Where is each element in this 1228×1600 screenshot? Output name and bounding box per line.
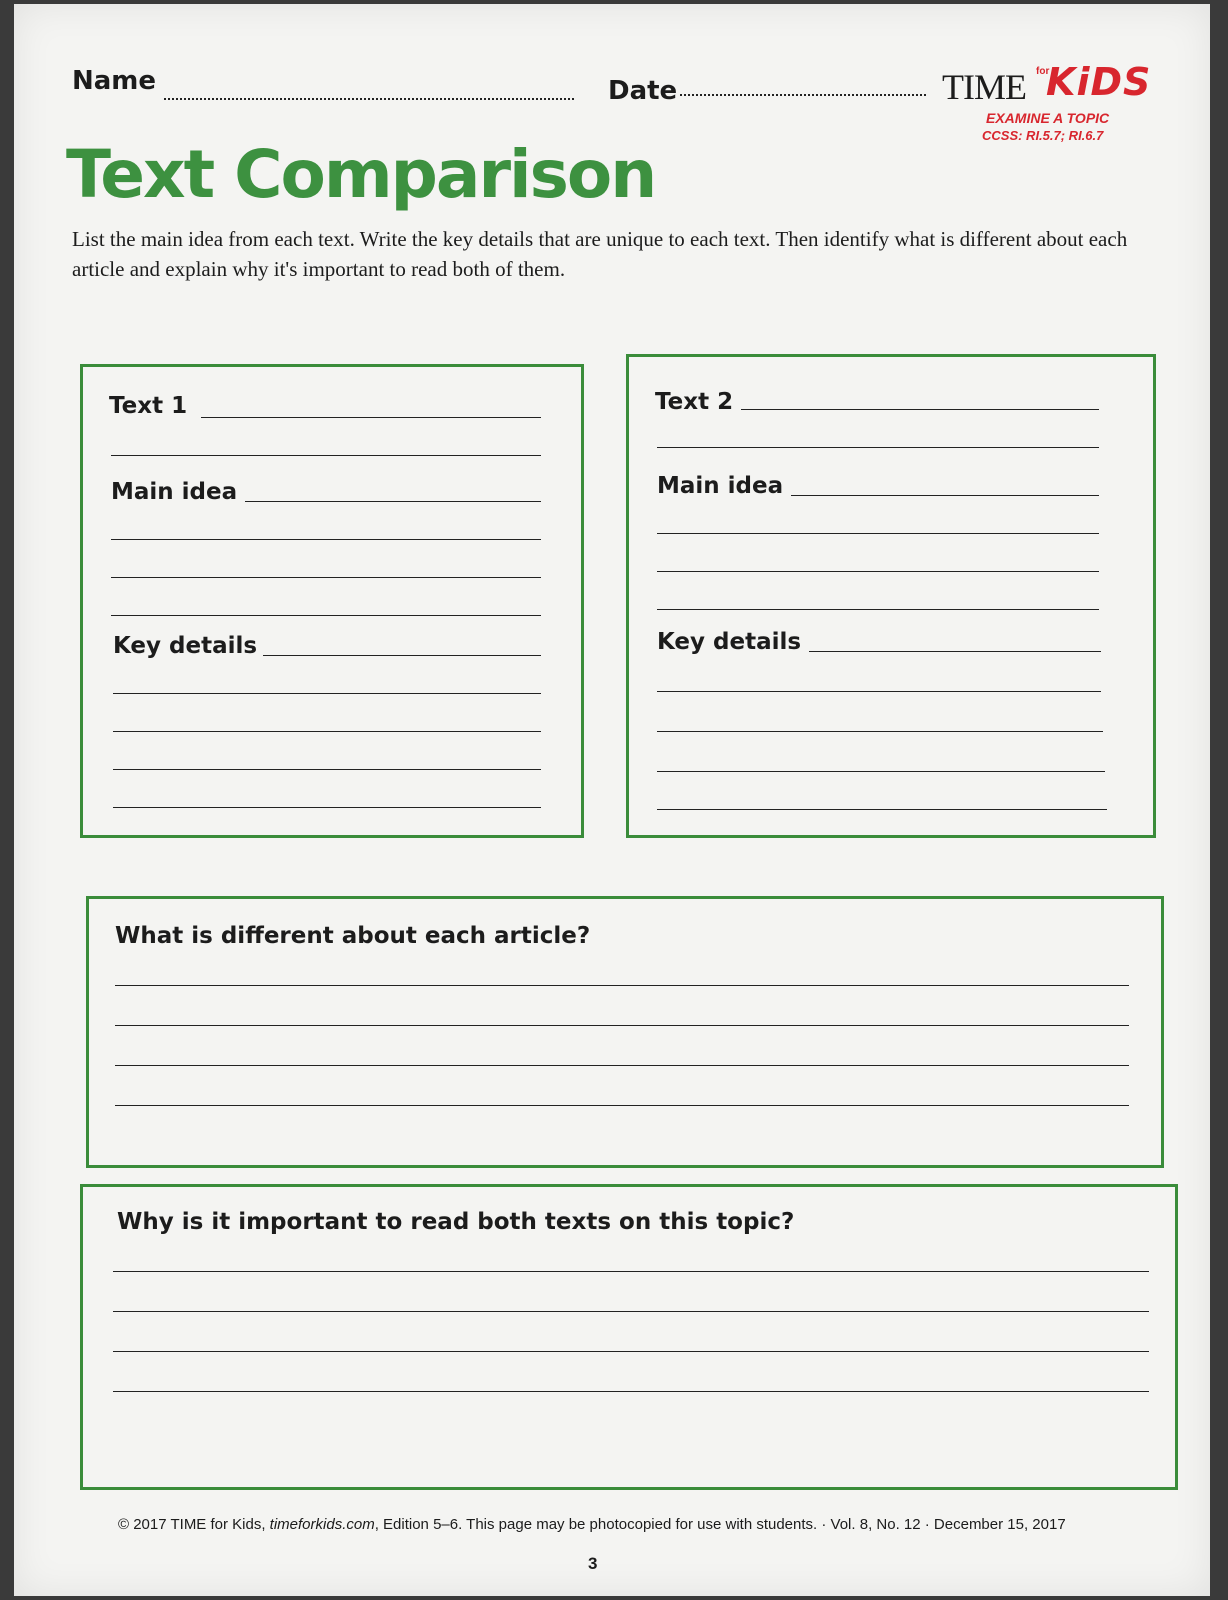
- text-1-key-details-line-2[interactable]: [113, 693, 541, 694]
- text-1-box: [80, 364, 584, 838]
- text-1-key-details-line-5[interactable]: [113, 807, 541, 808]
- text-1-main-idea-line-4[interactable]: [111, 615, 541, 616]
- page-title: Text Comparison: [66, 136, 656, 213]
- text-2-key-details-line[interactable]: [809, 651, 1101, 652]
- footer-copyright: [118, 1516, 1178, 1533]
- name-label: Name: [72, 66, 157, 96]
- different-question: What is different about each article?: [115, 923, 591, 949]
- text-1-key-details-line-3[interactable]: [113, 731, 541, 732]
- important-question: Why is it important to read both texts on this topic?: [117, 1209, 795, 1235]
- footer-site: timeforkids.com: [269, 1516, 375, 1533]
- logo-kids-text: KiDS: [1046, 60, 1152, 104]
- text-1-key-details-line[interactable]: [263, 655, 541, 656]
- different-box: [86, 896, 1164, 1168]
- text-2-main-idea-line-4[interactable]: [657, 609, 1099, 610]
- examine-topic-label: EXAMINE A TOPIC: [986, 110, 1110, 126]
- different-line-1[interactable]: [115, 985, 1129, 986]
- page-number: 3: [588, 1554, 598, 1573]
- text-1-main-idea-line-3[interactable]: [111, 577, 541, 578]
- text-2-main-idea-line[interactable]: [791, 495, 1099, 496]
- text-2-key-details-line-2[interactable]: [657, 691, 1101, 692]
- text-1-main-idea-label: Main idea: [111, 479, 238, 505]
- different-line-4[interactable]: [115, 1105, 1129, 1106]
- text-1-title-line[interactable]: [201, 417, 541, 418]
- text-2-key-details-line-5[interactable]: [657, 809, 1107, 810]
- different-line-3[interactable]: [115, 1065, 1129, 1066]
- ccss-label: CCSS: RI.5.7; RI.6.7: [982, 128, 1104, 143]
- text-2-key-details-line-4[interactable]: [657, 771, 1105, 772]
- logo-time-text: TIME: [942, 67, 1026, 107]
- text-2-title-line-2[interactable]: [657, 447, 1099, 448]
- text-2-main-idea-label: Main idea: [657, 473, 784, 499]
- text-2-label: Text 2: [655, 389, 734, 415]
- text-1-key-details-label: Key details: [113, 633, 258, 659]
- text-2-box: [626, 354, 1156, 838]
- important-line-2[interactable]: [113, 1311, 1149, 1312]
- text-2-main-idea-line-2[interactable]: [657, 533, 1099, 534]
- text-2-key-details-label: Key details: [657, 629, 802, 655]
- text-1-key-details-line-4[interactable]: [113, 769, 541, 770]
- important-line-1[interactable]: [113, 1271, 1149, 1272]
- text-2-title-line[interactable]: [741, 409, 1099, 410]
- text-1-label: Text 1: [109, 393, 188, 419]
- footer-rest: , Edition 5–6. This page may be photocopied for use with students. · Vol. 8, No. 12 · December 15, 2017: [374, 1516, 1066, 1533]
- important-line-4[interactable]: [113, 1391, 1149, 1392]
- date-label: Date: [608, 76, 678, 106]
- footer-copyright-text: © 2017 TIME for Kids,: [118, 1516, 270, 1533]
- instructions-text: List the main idea from each text. Write the key details that are unique to each text. Then identify what is different about each article and explain why it's important to read both of them.: [72, 227, 1128, 281]
- important-box: [80, 1184, 1178, 1490]
- name-field-line[interactable]: [164, 98, 574, 100]
- logo-for-text: for: [1036, 66, 1050, 77]
- text-1-main-idea-line[interactable]: [245, 501, 541, 502]
- text-1-main-idea-line-2[interactable]: [111, 539, 541, 540]
- time-for-kids-logo: [942, 62, 1152, 152]
- text-1-title-line-2[interactable]: [111, 455, 541, 456]
- worksheet-page: [14, 4, 1210, 1596]
- text-2-main-idea-line-3[interactable]: [657, 571, 1099, 572]
- date-field-line[interactable]: [680, 94, 926, 96]
- important-line-3[interactable]: [113, 1351, 1149, 1352]
- text-2-key-details-line-3[interactable]: [657, 731, 1103, 732]
- different-line-2[interactable]: [115, 1025, 1129, 1026]
